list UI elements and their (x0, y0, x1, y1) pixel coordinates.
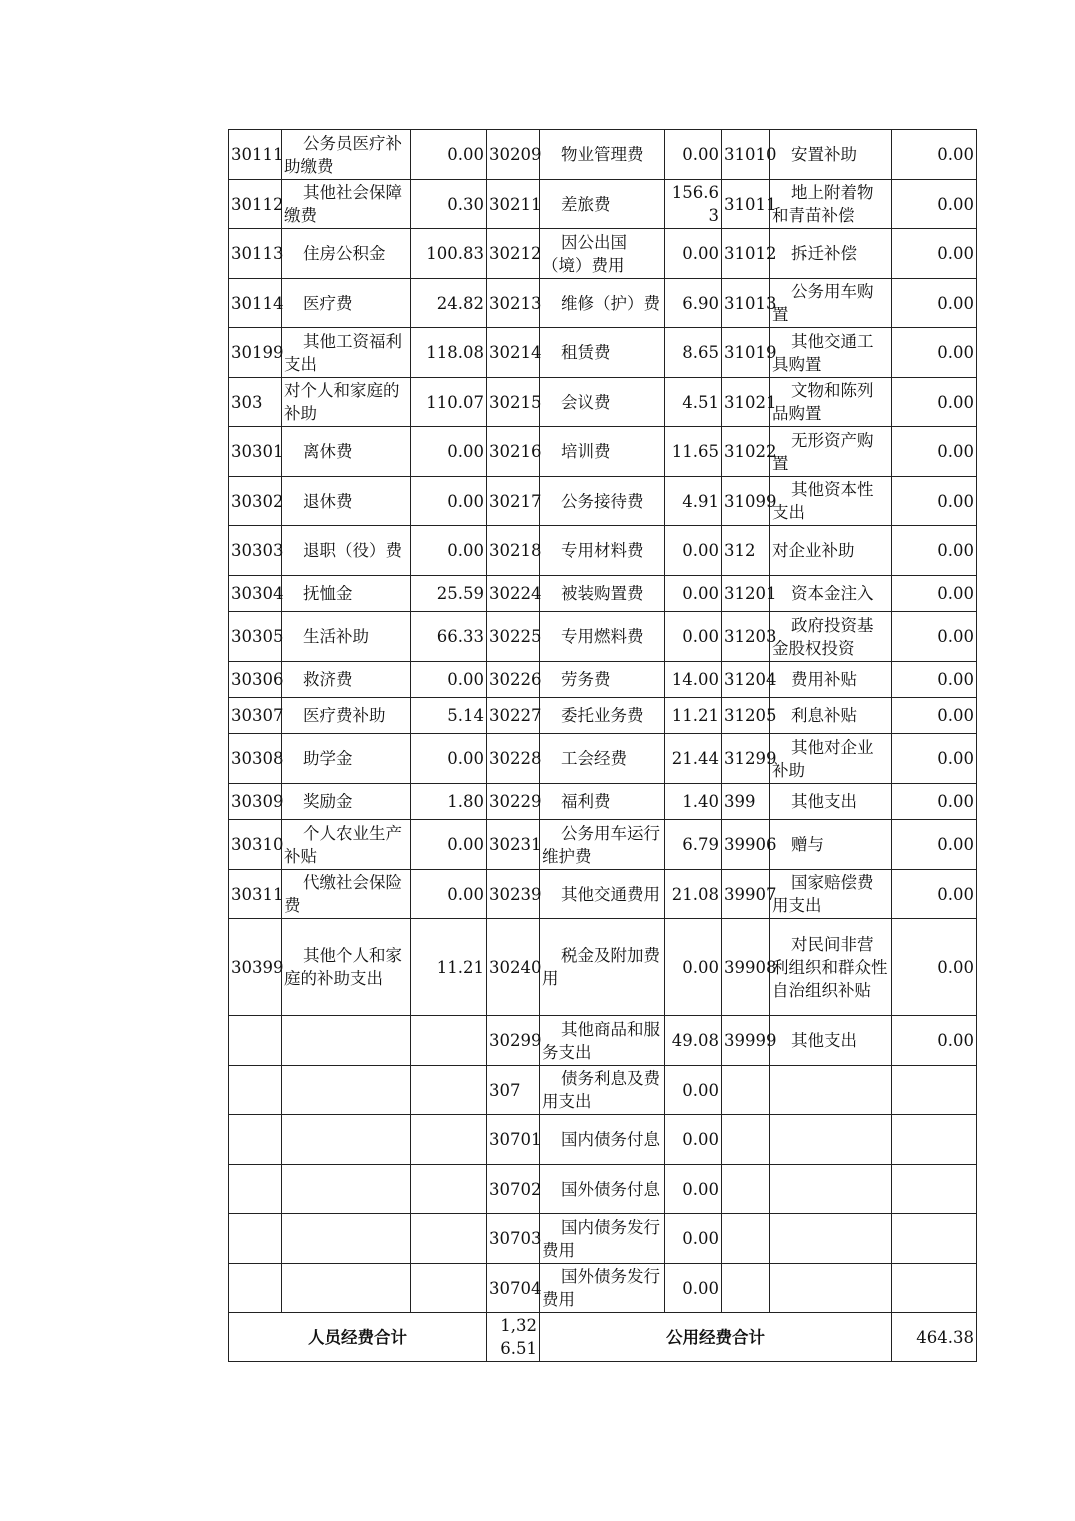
table-row (229, 576, 977, 612)
name-3 (770, 1066, 892, 1115)
code-1: 30307 (229, 698, 282, 734)
code-2: 30212 (487, 229, 540, 279)
code-3 (722, 1066, 770, 1115)
code-3: 31021 (722, 378, 770, 427)
name-2: 国外债务付息 (540, 1165, 665, 1214)
amount-2: 6.79 (665, 820, 722, 870)
code-1 (229, 1264, 282, 1313)
amount-3: 0.00 (892, 1016, 977, 1066)
name-2: 公务接待费 (540, 477, 665, 526)
code-3: 31022 (722, 427, 770, 477)
code-3: 31204 (722, 662, 770, 698)
name-3: 对企业补助 (770, 526, 892, 576)
name-3: 文物和陈列品购置 (770, 378, 892, 427)
amount-1: 0.30 (411, 180, 487, 229)
name-2: 国内债务付息 (540, 1115, 665, 1165)
amount-1: 0.00 (411, 870, 487, 919)
name-1 (282, 1066, 411, 1115)
table-row (229, 612, 977, 662)
amount-2: 0.00 (665, 1214, 722, 1264)
code-1: 303 (229, 378, 282, 427)
code-2: 30228 (487, 734, 540, 784)
name-2: 劳务费 (540, 662, 665, 698)
table-row (229, 378, 977, 427)
name-1 (282, 1016, 411, 1066)
amount-3 (892, 1165, 977, 1214)
personnel-total-value: 1,326.51 (487, 1313, 540, 1362)
name-3: 公务用车购置 (770, 279, 892, 328)
name-1: 医疗费 (282, 279, 411, 328)
amount-2: 0.00 (665, 1115, 722, 1165)
name-1: 生活补助 (282, 612, 411, 662)
name-3 (770, 1264, 892, 1313)
name-3: 利息补贴 (770, 698, 892, 734)
amount-3: 0.00 (892, 180, 977, 229)
amount-2: 4.91 (665, 477, 722, 526)
code-3: 31203 (722, 612, 770, 662)
code-3: 31205 (722, 698, 770, 734)
name-1: 住房公积金 (282, 229, 411, 279)
amount-2: 0.00 (665, 1165, 722, 1214)
table-body (229, 130, 977, 1313)
name-2: 国外债务发行费用 (540, 1264, 665, 1313)
code-3: 31013 (722, 279, 770, 328)
code-1: 30199 (229, 328, 282, 378)
amount-3 (892, 1264, 977, 1313)
code-1 (229, 1214, 282, 1264)
name-2: 培训费 (540, 427, 665, 477)
name-1: 其他个人和家庭的补助支出 (282, 919, 411, 1016)
table-row (229, 1066, 977, 1115)
code-2: 30239 (487, 870, 540, 919)
amount-1: 0.00 (411, 130, 487, 180)
amount-3: 0.00 (892, 229, 977, 279)
code-3: 39999 (722, 1016, 770, 1066)
code-2: 30209 (487, 130, 540, 180)
code-2: 30218 (487, 526, 540, 576)
name-2: 税金及附加费用 (540, 919, 665, 1016)
name-1: 其他工资福利支出 (282, 328, 411, 378)
code-2: 30213 (487, 279, 540, 328)
totals-row (229, 1313, 977, 1362)
code-2: 307 (487, 1066, 540, 1115)
amount-1: 1.80 (411, 784, 487, 820)
name-1: 离休费 (282, 427, 411, 477)
amount-3: 0.00 (892, 378, 977, 427)
amount-3 (892, 1214, 977, 1264)
name-1: 对个人和家庭的补助 (282, 378, 411, 427)
name-3 (770, 1214, 892, 1264)
amount-3: 0.00 (892, 279, 977, 328)
code-2: 30703 (487, 1214, 540, 1264)
table-row (229, 130, 977, 180)
code-1: 30114 (229, 279, 282, 328)
amount-2: 1.40 (665, 784, 722, 820)
code-2: 30227 (487, 698, 540, 734)
name-1: 公务员医疗补助缴费 (282, 130, 411, 180)
name-1: 医疗费补助 (282, 698, 411, 734)
code-3: 31299 (722, 734, 770, 784)
table-row (229, 229, 977, 279)
name-2: 会议费 (540, 378, 665, 427)
code-2: 30215 (487, 378, 540, 427)
name-2: 因公出国（境）费用 (540, 229, 665, 279)
amount-3: 0.00 (892, 820, 977, 870)
table-row (229, 180, 977, 229)
amount-2: 11.21 (665, 698, 722, 734)
amount-2: 0.00 (665, 130, 722, 180)
amount-1 (411, 1115, 487, 1165)
code-1 (229, 1165, 282, 1214)
name-2: 委托业务费 (540, 698, 665, 734)
code-1: 30308 (229, 734, 282, 784)
amount-3: 0.00 (892, 576, 977, 612)
amount-3: 0.00 (892, 328, 977, 378)
code-2: 30214 (487, 328, 540, 378)
amount-3: 0.00 (892, 612, 977, 662)
table-row (229, 427, 977, 477)
name-1: 退休费 (282, 477, 411, 526)
amount-3: 0.00 (892, 870, 977, 919)
code-2: 30704 (487, 1264, 540, 1313)
name-2: 维修（护）费 (540, 279, 665, 328)
code-3: 31012 (722, 229, 770, 279)
code-1 (229, 1115, 282, 1165)
code-1 (229, 1016, 282, 1066)
table-row (229, 784, 977, 820)
amount-1: 5.14 (411, 698, 487, 734)
amount-3: 0.00 (892, 130, 977, 180)
amount-2: 11.65 (665, 427, 722, 477)
name-3 (770, 1115, 892, 1165)
code-1: 30305 (229, 612, 282, 662)
code-1: 30311 (229, 870, 282, 919)
name-1: 其他社会保障缴费 (282, 180, 411, 229)
code-2: 30702 (487, 1165, 540, 1214)
amount-1 (411, 1264, 487, 1313)
name-1: 助学金 (282, 734, 411, 784)
amount-1: 100.83 (411, 229, 487, 279)
expenditure-table (228, 129, 977, 1362)
table-row (229, 1214, 977, 1264)
name-2: 国内债务发行费用 (540, 1214, 665, 1264)
amount-3: 0.00 (892, 784, 977, 820)
table-row (229, 1165, 977, 1214)
table-row (229, 919, 977, 1016)
code-3: 39907 (722, 870, 770, 919)
code-3: 31011 (722, 180, 770, 229)
name-1: 个人农业生产补贴 (282, 820, 411, 870)
public-total-label: 公用经费合计 (540, 1313, 892, 1362)
amount-2: 6.90 (665, 279, 722, 328)
amount-1: 0.00 (411, 662, 487, 698)
code-1: 30306 (229, 662, 282, 698)
amount-2: 0.00 (665, 919, 722, 1016)
name-2: 租赁费 (540, 328, 665, 378)
code-2: 30701 (487, 1115, 540, 1165)
table-row (229, 477, 977, 526)
code-3: 312 (722, 526, 770, 576)
amount-2: 0.00 (665, 612, 722, 662)
amount-2: 156.63 (665, 180, 722, 229)
name-3: 其他对企业补助 (770, 734, 892, 784)
name-1: 退职（役）费 (282, 526, 411, 576)
code-3 (722, 1264, 770, 1313)
public-total-value: 464.38 (892, 1313, 977, 1362)
amount-2: 21.44 (665, 734, 722, 784)
table-row (229, 698, 977, 734)
name-2: 专用材料费 (540, 526, 665, 576)
name-1 (282, 1264, 411, 1313)
table-row (229, 734, 977, 784)
name-3 (770, 1165, 892, 1214)
code-2: 30299 (487, 1016, 540, 1066)
code-2: 30224 (487, 576, 540, 612)
code-2: 30216 (487, 427, 540, 477)
name-2: 其他商品和服务支出 (540, 1016, 665, 1066)
amount-1 (411, 1165, 487, 1214)
code-2: 30225 (487, 612, 540, 662)
code-3 (722, 1165, 770, 1214)
code-2: 30229 (487, 784, 540, 820)
name-1 (282, 1115, 411, 1165)
table-row (229, 820, 977, 870)
code-3: 31201 (722, 576, 770, 612)
name-3: 国家赔偿费用支出 (770, 870, 892, 919)
personnel-total-label: 人员经费合计 (229, 1313, 487, 1362)
amount-1: 11.21 (411, 919, 487, 1016)
name-1 (282, 1165, 411, 1214)
amount-3: 0.00 (892, 698, 977, 734)
amount-1: 66.33 (411, 612, 487, 662)
amount-1: 0.00 (411, 427, 487, 477)
amount-1: 110.07 (411, 378, 487, 427)
code-1: 30310 (229, 820, 282, 870)
name-2: 物业管理费 (540, 130, 665, 180)
code-1: 30111 (229, 130, 282, 180)
amount-2: 21.08 (665, 870, 722, 919)
amount-1: 0.00 (411, 526, 487, 576)
name-2: 福利费 (540, 784, 665, 820)
name-2: 工会经费 (540, 734, 665, 784)
table-row (229, 1115, 977, 1165)
amount-1 (411, 1066, 487, 1115)
table-row (229, 870, 977, 919)
code-3: 399 (722, 784, 770, 820)
name-1 (282, 1214, 411, 1264)
name-3: 安置补助 (770, 130, 892, 180)
name-2: 公务用车运行维护费 (540, 820, 665, 870)
code-1: 30303 (229, 526, 282, 576)
code-1: 30309 (229, 784, 282, 820)
name-3: 对民间非营利组织和群众性自治组织补贴 (770, 919, 892, 1016)
name-3: 其他支出 (770, 784, 892, 820)
code-3: 31010 (722, 130, 770, 180)
amount-3: 0.00 (892, 734, 977, 784)
amount-2: 0.00 (665, 1066, 722, 1115)
amount-3: 0.00 (892, 662, 977, 698)
code-1: 30112 (229, 180, 282, 229)
table-row (229, 279, 977, 328)
amount-2: 0.00 (665, 1264, 722, 1313)
code-1: 30304 (229, 576, 282, 612)
table-row (229, 1016, 977, 1066)
name-3: 资本金注入 (770, 576, 892, 612)
name-3: 拆迁补偿 (770, 229, 892, 279)
name-3: 政府投资基金股权投资 (770, 612, 892, 662)
amount-3 (892, 1066, 977, 1115)
name-2: 被装购置费 (540, 576, 665, 612)
code-3: 39908 (722, 919, 770, 1016)
amount-1: 0.00 (411, 734, 487, 784)
name-1: 代缴社会保险费 (282, 870, 411, 919)
code-3: 31019 (722, 328, 770, 378)
amount-2: 14.00 (665, 662, 722, 698)
code-3: 39906 (722, 820, 770, 870)
amount-1 (411, 1214, 487, 1264)
code-1: 30301 (229, 427, 282, 477)
amount-2: 49.08 (665, 1016, 722, 1066)
table-row (229, 328, 977, 378)
amount-3: 0.00 (892, 477, 977, 526)
code-3 (722, 1115, 770, 1165)
table-row (229, 1264, 977, 1313)
table-row (229, 662, 977, 698)
code-2: 30231 (487, 820, 540, 870)
name-3: 其他交通工具购置 (770, 328, 892, 378)
code-2: 30211 (487, 180, 540, 229)
code-2: 30240 (487, 919, 540, 1016)
amount-1: 0.00 (411, 477, 487, 526)
name-3: 其他资本性支出 (770, 477, 892, 526)
code-2: 30226 (487, 662, 540, 698)
name-3: 其他支出 (770, 1016, 892, 1066)
amount-2: 0.00 (665, 576, 722, 612)
amount-3 (892, 1115, 977, 1165)
code-1 (229, 1066, 282, 1115)
amount-2: 4.51 (665, 378, 722, 427)
amount-1: 25.59 (411, 576, 487, 612)
name-1: 救济费 (282, 662, 411, 698)
name-1: 抚恤金 (282, 576, 411, 612)
name-2: 专用燃料费 (540, 612, 665, 662)
name-3: 赠与 (770, 820, 892, 870)
name-3: 费用补贴 (770, 662, 892, 698)
amount-1: 118.08 (411, 328, 487, 378)
name-2: 差旅费 (540, 180, 665, 229)
code-2: 30217 (487, 477, 540, 526)
name-1: 奖励金 (282, 784, 411, 820)
name-3: 无形资产购置 (770, 427, 892, 477)
amount-3: 0.00 (892, 427, 977, 477)
code-1: 30113 (229, 229, 282, 279)
code-3 (722, 1214, 770, 1264)
amount-3: 0.00 (892, 526, 977, 576)
name-2: 债务利息及费用支出 (540, 1066, 665, 1115)
amount-1 (411, 1016, 487, 1066)
code-1: 30302 (229, 477, 282, 526)
amount-1: 24.82 (411, 279, 487, 328)
amount-1: 0.00 (411, 820, 487, 870)
code-1: 30399 (229, 919, 282, 1016)
amount-2: 0.00 (665, 526, 722, 576)
name-3: 地上附着物和青苗补偿 (770, 180, 892, 229)
code-3: 31099 (722, 477, 770, 526)
name-2: 其他交通费用 (540, 870, 665, 919)
amount-3: 0.00 (892, 919, 977, 1016)
amount-2: 0.00 (665, 229, 722, 279)
table-row (229, 526, 977, 576)
amount-2: 8.65 (665, 328, 722, 378)
